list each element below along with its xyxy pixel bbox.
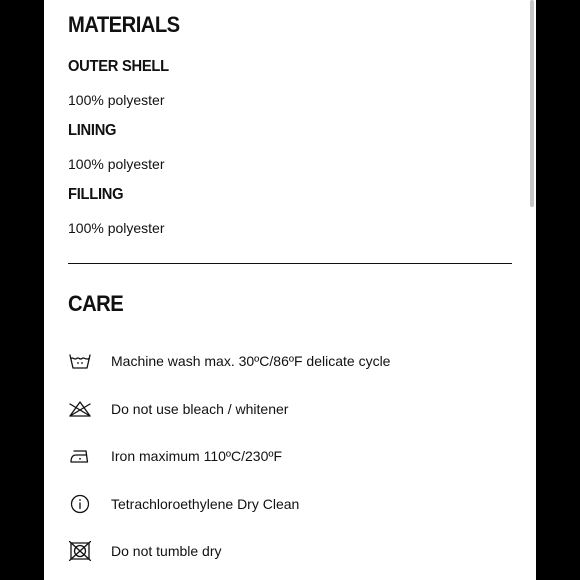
filling-heading: FILLING xyxy=(68,186,124,203)
lining-heading: LINING xyxy=(68,122,117,139)
care-item-label: Do not tumble dry xyxy=(111,543,222,559)
no-bleach-icon xyxy=(68,397,92,421)
care-item-iron xyxy=(68,444,512,468)
outer-shell-value: 100% polyester xyxy=(68,92,165,108)
care-item-machine-wash xyxy=(68,349,512,373)
no-tumble-dry-icon xyxy=(68,539,92,563)
wash-tub-icon xyxy=(68,349,92,373)
care-item-dry-clean xyxy=(68,492,512,516)
iron-icon xyxy=(68,444,92,468)
dry-clean-icon xyxy=(68,492,92,516)
care-item-label: Iron maximum 110ºC/230ºF xyxy=(111,448,283,464)
care-item-label: Tetrachloroethylene Dry Clean xyxy=(111,496,300,512)
filling-value: 100% polyester xyxy=(68,220,165,236)
care-item-label: Do not use bleach / whitener xyxy=(111,401,289,417)
lining-value: 100% polyester xyxy=(68,156,165,172)
care-item-no-bleach xyxy=(68,397,512,421)
scrollbar-thumb[interactable] xyxy=(530,0,534,207)
materials-title: MATERIALS xyxy=(68,12,180,37)
care-title: CARE xyxy=(68,291,124,316)
care-item-no-tumble-dry xyxy=(68,539,512,563)
outer-shell-heading: OUTER SHELL xyxy=(68,58,169,75)
section-divider xyxy=(68,263,512,264)
care-item-label: Machine wash max. 30ºC/86ºF delicate cycle xyxy=(111,353,391,369)
product-details-panel xyxy=(44,0,536,580)
